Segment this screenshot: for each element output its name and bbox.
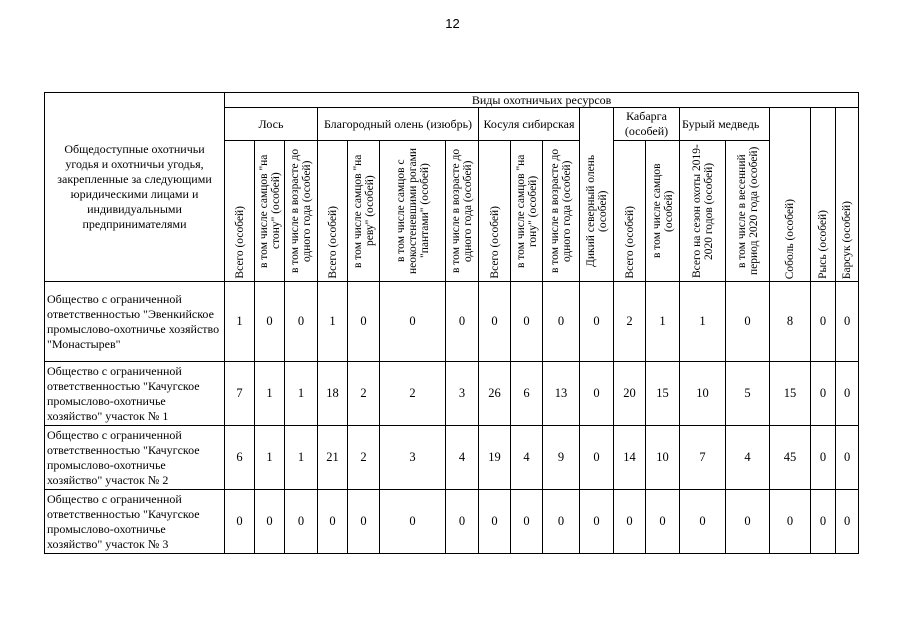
table-cell: 14 [614, 426, 646, 490]
organization-column-header: Общедоступные охотничьи угодья и охотничьи угодья, закрепленные за следующими юридическими лицами и индивидуальными предпринимателями [45, 93, 225, 282]
table-cell: 2 [348, 426, 380, 490]
table-cell: 1 [255, 426, 285, 490]
table-cell: 0 [348, 490, 380, 554]
table-cell: 0 [811, 362, 836, 426]
subheader-roe-males: в том числе самцов "на гону" (особей) [511, 141, 543, 282]
organization-name: Общество с ограниченной ответственностью "Качугское промыслово-охотничье хозяйство" участок № 2 [45, 426, 225, 490]
table-cell: 1 [646, 282, 680, 362]
table-cell: 0 [225, 490, 255, 554]
table-cell: 10 [680, 362, 726, 426]
table-cell: 2 [380, 362, 446, 426]
resources-header: Виды охотничьих ресурсов [225, 93, 859, 108]
table-cell: 7 [225, 362, 255, 426]
table-body [45, 282, 859, 554]
table-cell: 3 [446, 362, 479, 426]
subheader-elk-total: Всего (особей) [225, 141, 255, 282]
table-cell: 0 [614, 490, 646, 554]
table-cell: 15 [646, 362, 680, 426]
table-cell: 0 [255, 282, 285, 362]
table-cell: 0 [726, 490, 770, 554]
table-cell: 1 [680, 282, 726, 362]
table-cell: 0 [380, 282, 446, 362]
table-cell: 0 [646, 490, 680, 554]
page-number: 12 [445, 16, 460, 31]
table-cell: 0 [580, 426, 614, 490]
table-row [45, 426, 859, 490]
organization-name: Общество с ограниченной ответственностью "Качугское промыслово-охотничье хозяйство" участок № 1 [45, 362, 225, 426]
group-badger: Барсук (особей) [836, 108, 859, 282]
table-cell: 0 [580, 362, 614, 426]
subheader-deer-antlers: в том числе самцов с неокостеневшими рогами "пантами" (особей) [380, 141, 446, 282]
table-cell: 0 [836, 362, 859, 426]
subheader-elk-young: в том числе в возрасте до одного года (особей) [285, 141, 318, 282]
table-cell: 0 [680, 490, 726, 554]
table-row [45, 282, 859, 362]
group-roe: Косуля сибирская [479, 108, 580, 141]
table-row [45, 362, 859, 426]
table-cell: 9 [543, 426, 580, 490]
table-cell: 6 [225, 426, 255, 490]
table-cell: 0 [446, 282, 479, 362]
table-cell: 8 [770, 282, 811, 362]
subheader-roe-total: Всего (особей) [479, 141, 511, 282]
group-sable: Соболь (особей) [770, 108, 811, 282]
table-cell: 10 [646, 426, 680, 490]
table-cell: 0 [511, 490, 543, 554]
table-cell: 0 [255, 490, 285, 554]
table-cell: 0 [811, 426, 836, 490]
subheader-elk-males: в том числе самцов "на стону" (особей) [255, 141, 285, 282]
group-musk-deer: Кабарга (особей) [614, 108, 680, 141]
table-cell: 0 [285, 490, 318, 554]
table-cell: 0 [836, 282, 859, 362]
table-cell: 18 [318, 362, 348, 426]
group-bear: Бурый медведь [680, 108, 770, 141]
table-row [45, 490, 859, 554]
table-cell: 7 [680, 426, 726, 490]
subheader-deer-total: Всего (особей) [318, 141, 348, 282]
table-cell: 0 [811, 282, 836, 362]
subheader-musk-total: Всего (особей) [614, 141, 646, 282]
table-cell: 0 [446, 490, 479, 554]
table-cell: 6 [511, 362, 543, 426]
table-cell: 5 [726, 362, 770, 426]
table-cell: 26 [479, 362, 511, 426]
table-cell: 2 [614, 282, 646, 362]
table-cell: 0 [811, 490, 836, 554]
table-cell: 1 [285, 426, 318, 490]
table-cell: 4 [726, 426, 770, 490]
table-cell: 2 [348, 362, 380, 426]
table-cell: 0 [318, 490, 348, 554]
table-cell: 1 [318, 282, 348, 362]
group-lynx: Рысь (особей) [811, 108, 836, 282]
group-elk: Лось [225, 108, 318, 141]
organization-name: Общество с ограниченной ответственностью "Качугское промыслово-охотничье хозяйство" участок № 3 [45, 490, 225, 554]
table-cell: 0 [770, 490, 811, 554]
table-cell: 20 [614, 362, 646, 426]
table-cell: 0 [543, 490, 580, 554]
table-cell: 0 [479, 490, 511, 554]
table-cell: 0 [348, 282, 380, 362]
table-cell: 1 [225, 282, 255, 362]
table-cell: 0 [380, 490, 446, 554]
subheader-musk-males: в том числе самцов (особей) [646, 141, 680, 282]
table-cell: 3 [380, 426, 446, 490]
table-cell: 4 [511, 426, 543, 490]
hunting-resources-table [44, 92, 859, 554]
table-cell: 1 [255, 362, 285, 426]
table-cell: 1 [285, 362, 318, 426]
table-cell: 13 [543, 362, 580, 426]
table-cell: 0 [580, 490, 614, 554]
table-cell: 0 [511, 282, 543, 362]
subheader-deer-males: в том числе самцов "на реву" (особей) [348, 141, 380, 282]
table-cell: 45 [770, 426, 811, 490]
table-cell: 0 [726, 282, 770, 362]
table-cell: 0 [580, 282, 614, 362]
table-cell: 0 [285, 282, 318, 362]
subheader-roe-young: в том числе в возрасте до одного года (особей) [543, 141, 580, 282]
group-reindeer: Дикий северный олень (особей) [580, 108, 614, 282]
group-red-deer: Благородный олень (изюбрь) [318, 108, 479, 141]
organization-name: Общество с ограниченной ответственностью "Эвенкийское промыслово-охотничье хозяйство "Монастырев" [45, 282, 225, 362]
table-cell: 0 [543, 282, 580, 362]
table-cell: 0 [836, 490, 859, 554]
subheader-deer-young: в том числе в возрасте до одного года (особей) [446, 141, 479, 282]
subheader-bear-spring: в том числе в весенний период 2020 года (особей) [726, 141, 770, 282]
table-cell: 19 [479, 426, 511, 490]
table-cell: 21 [318, 426, 348, 490]
table-cell: 4 [446, 426, 479, 490]
table-cell: 15 [770, 362, 811, 426]
table-cell: 0 [479, 282, 511, 362]
subheader-bear-season: Всего на сезон охоты 2019-2020 годов (особей) [680, 141, 726, 282]
table-cell: 0 [836, 426, 859, 490]
